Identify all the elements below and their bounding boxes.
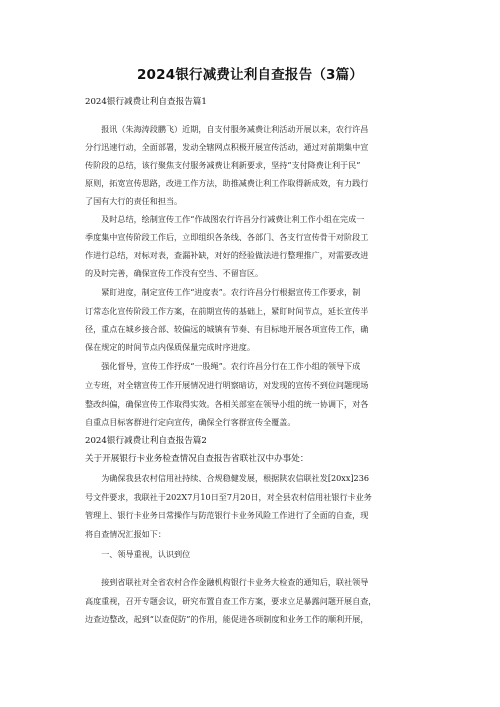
paragraph-line: 传阶段的总结，该行聚焦支付服务减费让利新要求，坚持“支付降费让利于民” bbox=[85, 160, 361, 170]
paragraph-line: 季度集中宣传阶段工作后，立即组织各条线、各部门、各支行宣传骨干对阶段工 bbox=[85, 232, 369, 242]
paragraph-line: 了国有大行的责任和担当。 bbox=[85, 196, 183, 206]
section-heading: 关于开展银行卡业务检查情况自查报告省联社汉中办事处： bbox=[85, 454, 309, 464]
paragraph-line: 报讯（朱海涛段鹏飞）近期，自支付服务减费让利活动开展以来，农行许昌 bbox=[85, 124, 369, 134]
paragraph-line: 径，重点在城乡接合部、较偏远的城镇有节奏、有目标地开展各项宣传工作，确 bbox=[85, 324, 369, 334]
paragraph-line: 立专班，对全辖宣传工作开展情况进行明察暗访，对发现的宣传不到位问题现场 bbox=[85, 380, 369, 390]
paragraph-line: 及时总结，绘制宣传工作“作战图农行许昌分行减费让利工作小组在完成一 bbox=[85, 214, 365, 224]
paragraph-line: 整改纠偏，确保宣传工作取得实效。各相关部室在领导小组的统一协调下，对各 bbox=[85, 399, 369, 409]
paragraph-line: 一、领导重视，认识到位 bbox=[85, 549, 191, 559]
paragraph-line: 分行迅速行动，全面部署，发动全辖网点积极开展宣传活动，通过对前期集中宣 bbox=[85, 142, 369, 152]
paragraph-line: 紧盯进度，制定宣传工作“进度表”。农行许昌分行根据宣传工作要求，制 bbox=[85, 287, 361, 297]
paragraph-line: 的及时完善，确保宣传工作没有空当、不留盲区。 bbox=[85, 268, 264, 278]
document-title: 2024银行减费让利自查报告（3篇） bbox=[136, 67, 364, 83]
paragraph-line: 作进行总结，对标对表，查漏补缺，对好的经验做法进行整理推广，对需要改进 bbox=[85, 250, 369, 260]
paragraph-line: 为确保我县农村信用社持续、合规稳健发展，根据陕农信联社发[20xx]236 bbox=[85, 473, 370, 483]
paragraph-line: 保在规定的时间节点内保质保量完成时序进度。 bbox=[85, 342, 255, 352]
paragraph-line: 边查边整改，起到“以查促防”的作用，能促进各项制度和业务工作的顺利开展， bbox=[85, 614, 369, 624]
paragraph-line: 号文件要求，我联社于202X7月10日至7月20日，对全县农村信用社银行卡业务 bbox=[85, 492, 372, 502]
paragraph-line: 原则，拓宽宣传思路，改进工作方法，助推减费让利工作取得新成效，有力践行 bbox=[85, 178, 369, 188]
section-heading: 2024银行减费让利自查报告篇2 bbox=[85, 436, 207, 446]
paragraph-line: 自重点目标客群进行定向宣传，确保全行客群宣传全覆盖。 bbox=[85, 417, 296, 427]
paragraph-line: 高度重视，召开专题会议，研究布置自查工作方案，要求立足暴露问题开展自查， bbox=[85, 596, 377, 606]
paragraph-line: 强化督导，宣传工作抒成“一股绳”。农行许昌分行在工作小组的领导下成 bbox=[85, 361, 361, 371]
paragraph-line: 接到省联社对全省农村合作金融机构银行卡业务大检查的通知后，联社领导 bbox=[85, 577, 369, 587]
section-heading: 2024银行减费让利自查报告篇1 bbox=[85, 97, 207, 107]
paragraph-line: 订常态化宣传阶段工作方案，在前期宣传的基础上，紧盯时间节点，延长宣传半 bbox=[85, 306, 369, 316]
paragraph-line: 管理上、银行卡业务日常操作与防范银行卡业务风险工作进行了全面的自查，现 bbox=[85, 510, 369, 520]
paragraph-line: 将自查情况汇报如下： bbox=[85, 529, 166, 539]
